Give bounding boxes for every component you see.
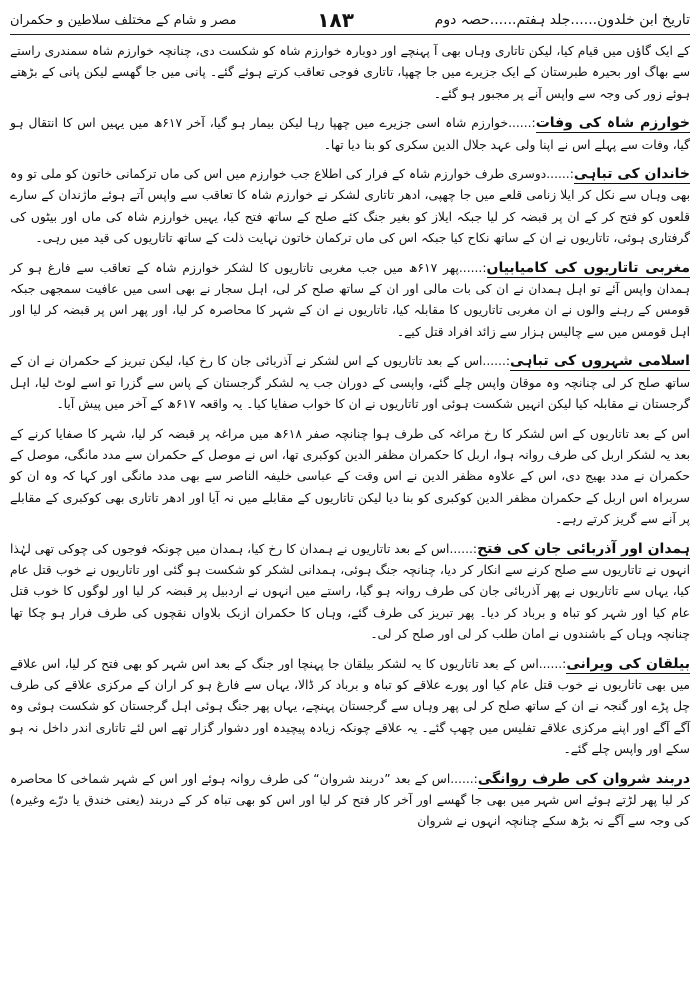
section-heading: بیلقان کی ویرانی xyxy=(566,655,690,672)
section-heading: مغربی تاتاریوں کی کامیابیاں xyxy=(486,259,690,276)
part-label: حصہ دوم xyxy=(434,12,490,28)
book-title: تاریخ ابن خلدون......جلد ہفتم......حصہ دوم xyxy=(434,12,690,28)
section-heading: اسلامی شہروں کی تباہی xyxy=(510,353,690,370)
section-baylaqan xyxy=(10,654,690,761)
section-intro xyxy=(10,41,690,105)
paragraph-text: اس کے بعد ”دربند شروان“ کی طرف روانہ ہوئے اور اس کے شہر شماخی کا محاصرہ کر لیا پھر لڑتے ہوئے اس شہر میں بھی جا گھسے اور آخر کار فتح کر لیا اور اس کو بھی تباہ کر کے دربند (یعنی خندق یا درّے وغیرہ) کی وجہ سے آگے نہ بڑھ سکے چنانچہ انہوں نے شروان xyxy=(10,771,690,829)
paragraph-text: اس کے بعد تاتاریوں نے ہمدان کا رخ کیا، ہمدان میں چونکہ فوجوں کی چوکی تھی لہٰذا انہوں نے تاتاریوں سے صلح کرنے سے انکار کر دیا، چنانچہ جنگ ہوئی، ہمدانی لشکر کو شکست ہو گئی اور تاتاریوں نے خوب قتل عام کیا، یہاں سے تاتاریوں نے پھر آذربائی جان کی طرف روانہ ہو گیا، راستے میں انہوں نے اردبیل پر قبضہ کر لیا اور لوگوں کا خوب قتل عام کیا اور شہر کو تباہ و برباد کر دیا۔ پھر تبریز کی طرف گئے، وہاں کا حکمران ازبک بلاواں نقچوں کی طرف فرار ہو چکا تھا چنانچہ وہاں کے باشندوں نے امان طلب کر لی اور صلح کر لی۔ xyxy=(10,541,690,642)
paragraph: ہمدان اور آذربائی جان کی فتح:......اس کے بعد تاتاریوں نے ہمدان کا رخ کیا، ہمدان میں چونکہ فوجوں کی چوکی تھی لہٰذا انہوں نے تاتاریوں سے صلح کرنے سے انکار کر دیا، چنانچہ جنگ ہوئی، ہمدانی لشکر کو شکست ہو گئی اور تاتاریوں نے خوب قتل عام کیا، یہاں سے تاتاریوں نے پھر آذربائی جان کی طرف روانہ ہو گیا، راستے میں انہوں نے اردبیل پر قبضہ کر لیا اور لوگوں کا خوب قتل عام کیا اور شہر کو تباہ و برباد کر دیا۔ پھر تبریز کی طرف گئے، وہاں کا حکمران ازبک بلاواں نقچوں کی طرف فرار ہو چکا تھا چنانچہ وہاں کے باشندوں نے امان طلب کر لی اور صلح کر لی۔ xyxy=(10,540,691,642)
paragraph: دربند شروان کی طرف روانگی:......اس کے بعد ”دربند شروان“ کی طرف روانہ ہوئے اور اس کے شہر شماخی کا محاصرہ کر لیا پھر لڑتے ہوئے اس شہر میں بھی جا گھسے اور آخر کار فتح کر لیا اور اس کو بھی تباہ کر کے دربند (یعنی خندق یا درّے وغیرہ) کی وجہ سے آگے نہ بڑھ سکے چنانچہ انہوں نے شروان xyxy=(10,770,691,829)
paragraph-text: اس کے بعد تاتاریوں کے اس لشکر نے آذربائی جان کا رخ کیا، لیکن تبریز کے حکمران نے ان کے ساتھ صلح کر لی چنانچہ وہ موقان واپس چلے گئے، واپسی کے دوران جب یہ لشکر گرجستان کے پاس سے گزرا تو اسے لوٹ لیا، اہل گرجستان نے مقابلہ کیا لیکن انہیں شکست ہوئی اور تاتاریوں نے ان کا خواب صفایا کیا۔ یہ واقعہ ۶۱۷ھ کے آخر میں پیش آیا۔ xyxy=(10,354,690,412)
page-number: ۱۸۳ xyxy=(317,8,354,32)
section-maragha-arbil xyxy=(10,424,690,531)
book-title-text: تاریخ ابن خلدون xyxy=(597,12,690,28)
section-islamic-cities xyxy=(10,351,690,415)
paragraph: خوارزم شاہ کی وفات:......خوارزم شاہ اسی جزیرے میں چھپا رہا لیکن بیمار ہو گیا، آخر ۶۱۷ھ میں یہیں اس کا انتقال ہو گیا، وفات سے پہلے اس نے اپنا ولی عہد جلال الدین سکری کو بنا دیا تھا۔ xyxy=(10,115,691,152)
paragraph: اس کے بعد تاتاریوں کے اس لشکر کا رخ مراغہ کی طرف ہوا چنانچہ صفر ۶۱۸ھ میں مراغہ پر قبضہ کر لیا، شہر کا صفایا کرنے کے بعد یہ لشکر اربل کی طرف روانہ ہوا، اربل کا حکمران مظفر الدین کوکبری تھا، اس نے موصل کے حکمران سے مدد مانگی، موصل کے حکمران نے مدد بھیج دی، اس کے علاوہ مظفر الدین نے اس وقت کے عباسی خلیفہ الناصر سے بھی مدد مانگی اور کہا کہ وہ ان کو سربراہ اس اربل کے حکمران مظفر الدین کوکبری کو بنا دیا لیکن تاتاریوں کے مقابلے میں نہ آیا اور ادھر تاتاری بھی کوکبری کے مقابلے پر آنے سے گریز کرتے رہے۔ xyxy=(10,426,690,527)
paragraph-text: خوارزم شاہ اسی جزیرے میں چھپا رہا لیکن بیمار ہو گیا، آخر ۶۱۷ھ میں یہیں اس کا انتقال ہو گیا، وفات سے پہلے اس نے اپنا ولی عہد جلال الدین سکری کو بنا دیا تھا۔ xyxy=(10,116,690,152)
section-family-destruction xyxy=(10,164,690,250)
section-heading: ہمدان اور آذربائی جان کی فتح xyxy=(477,540,691,557)
section-heading: دربند شروان کی طرف روانگی xyxy=(477,770,691,787)
running-header xyxy=(10,6,690,35)
volume-label: جلد ہفتم xyxy=(516,12,571,28)
paragraph: کے ایک گاؤں میں قیام کیا، لیکن تاتاری وہاں بھی آ پہنچے اور دوبارہ خوارزم شاہ کو شکست دی، چنانچہ خوارزم شاہ سمندری راستے سے بھاگ اور بحیرہ طبرستان کے ایک جزیرے میں جا چھپا، تاتاری فوجی تعاقب کرتے ہوئے گئے۔ پانی میں جا گھسے لیکن پانی کے بڑھتے ہوئے زور کی وجہ سے واپس آنے پر مجبور ہو گئے۔ xyxy=(10,44,690,101)
paragraph: بیلقان کی ویرانی:......اس کے بعد تاتاریوں کا یہ لشکر بیلقان جا پہنچا اور جنگ کے بعد اس شہر کو بھی فتح کر لیا، اس علاقے میں بھی تاتاریوں نے خوب قتل عام کیا اور پورے علاقے کو تباہ و برباد کر ڈالا، یہاں سے فارغ ہو کر اران کے مرکزی علاقے کی طرف چل پڑے اور گنجہ نے ان کے ساتھ صلح کر لی پھر وہاں سے گرجستان پہنچے، یہاں پھر جنگ ہوئی اہل گرجستان کو شکست ہوئی وہ آگے آگے اور اپنے مرکزی علاقے تفلیس میں چھپ گئے۔ یہ علاقے چونکہ زیادہ پیچیدہ اور دشوار گزار تھے اس لئے تاتاری اندر داخل نہ ہو سکے اور واپس چلے گئے۔ xyxy=(10,655,690,757)
section-hamadan-azerbaijan xyxy=(10,539,690,646)
section-khwarazm-death xyxy=(10,113,690,156)
paragraph: مغربی تاتاریوں کی کامیابیاں:......پھر ۶۱۷ھ میں جب مغربی تاتاریوں کا لشکر خوارزم شاہ کے تعاقب سے فارغ ہو کر ہمدان واپس آئے تو اہل ہمدان نے ان کی بات مالی اور ان کے ساتھ صلح کر لی، اہل سجار نے بھی اسی میں عافیت سمجھی جبکہ قومس کے رہنے والوں نے ان مغربی تاتاریوں کا مقابلہ کیا، تاتاریوں نے ان کے شہر کا محاصرہ کر لیا، اور پھر اس پر قبضہ کر لیا اور اہل قومس میں سے چالیس ہزار سے زائد افراد قتل کیے۔ xyxy=(10,259,690,339)
paragraph-text: اس کے بعد تاتاریوں کا یہ لشکر بیلقان جا پہنچا اور جنگ کے بعد اس شہر کو بھی فتح کر لیا، اس علاقے میں بھی تاتاریوں نے خوب قتل عام کیا اور پورے علاقے کو تباہ و برباد کر ڈالا، یہاں سے فارغ ہو کر اران کے مرکزی علاقے کی طرف چل پڑے اور گنجہ نے ان کے ساتھ صلح کر لی پھر وہاں سے گرجستان پہنچے، یہاں پھر جنگ ہوئی اہل گرجستان کو شکست ہوئی وہ آگے آگے اور اپنے مرکزی علاقے تفلیس میں چھپ گئے۔ یہ علاقے چونکہ زیادہ پیچیدہ اور دشوار گزار تھے اس لئے تاتاری اندر داخل نہ ہو سکے اور واپس چلے گئے۔ xyxy=(10,656,690,757)
section-heading: خاندان کی تباہی xyxy=(573,166,690,183)
section-darband-shirvan xyxy=(10,769,690,833)
paragraph-text: دوسری طرف خوارزم شاہ کے فرار کی اطلاع جب خوارزم میں اس کی ماں ترکمانی خاتون کو ملی تو وہ بھی وہاں سے نکل کر ایلا زنامی قلعے میں جا چھپی، ادھر تاتاری لشکر نے خوارزم شاہ کا تعاقب سے واپس آتے ہوئے ماژندان کے سارے قلعوں کو فتح کر کے ان پر قبضہ کر لیا جبکہ ایلاز کو بغیر جنگ کئے صلح کے ساتھ فتح کیا، یہیں خوارزم شاہ کی ماں اور بیٹوں کی گرفتاری ہوئی، تاتاریوں نے ان کے ساتھ نکاح کیا جبکہ اس کی ماں ترکمان خاتون نہایت ذلت کے ساتھ تاتاریوں کی قید میں رہی۔ xyxy=(10,167,690,246)
section-western-tatars xyxy=(10,258,690,344)
paragraph: خاندان کی تباہی:......دوسری طرف خوارزم شاہ کے فرار کی اطلاع جب خوارزم میں اس کی ماں ترکمانی خاتون کو ملی تو وہ بھی وہاں سے نکل کر ایلا زنامی قلعے میں جا چھپی، ادھر تاتاری لشکر نے خوارزم شاہ کا تعاقب سے واپس آتے ہوئے ماژندان کے سارے قلعوں کو فتح کر کے ان پر قبضہ کر لیا جبکہ ایلاز کو بغیر جنگ کئے صلح کے ساتھ فتح کیا، یہیں خوارزم شاہ کی ماں اور بیٹوں کی گرفتاری ہوئی، تاتاریوں نے ان کے ساتھ نکاح کیا جبکہ اس کی ماں ترکمان خاتون نہایت ذلت کے ساتھ تاتاریوں کی قید میں رہی۔ xyxy=(10,166,690,246)
topic-title: مصر و شام کے مختلف سلاطین و حکمران xyxy=(10,12,237,28)
section-heading: خوارزم شاہ کی وفات xyxy=(535,115,691,132)
paragraph: اسلامی شہروں کی تباہی:......اس کے بعد تاتاریوں کے اس لشکر نے آذربائی جان کا رخ کیا، لیکن تبریز کے حکمران نے ان کے ساتھ صلح کر لی چنانچہ وہ موقان واپس چلے گئے، واپسی کے دوران جب یہ لشکر گرجستان کے پاس سے گزرا تو اسے لوٹ لیا، اہل گرجستان نے مقابلہ کیا لیکن انہیں شکست ہوئی اور تاتاریوں نے ان کا خواب صفایا کیا۔ یہ واقعہ ۶۱۷ھ کے آخر میں پیش آیا۔ xyxy=(10,353,690,412)
paragraph-text: پھر ۶۱۷ھ میں جب مغربی تاتاریوں کا لشکر خوارزم شاہ کے تعاقب سے فارغ ہو کر ہمدان واپس آئے تو اہل ہمدان نے ان کی بات مالی اور ان کے ساتھ صلح کر لی، اہل سجار نے بھی اسی میں عافیت سمجھی جبکہ قومس کے رہنے والوں نے ان مغربی تاتاریوں کا مقابلہ کیا، تاتاریوں نے ان کے شہر کا محاصرہ کر لیا، اور پھر اس پر قبضہ کر لیا اور اہل قومس میں سے چالیس ہزار سے زائد افراد قتل کیے۔ xyxy=(10,260,690,339)
